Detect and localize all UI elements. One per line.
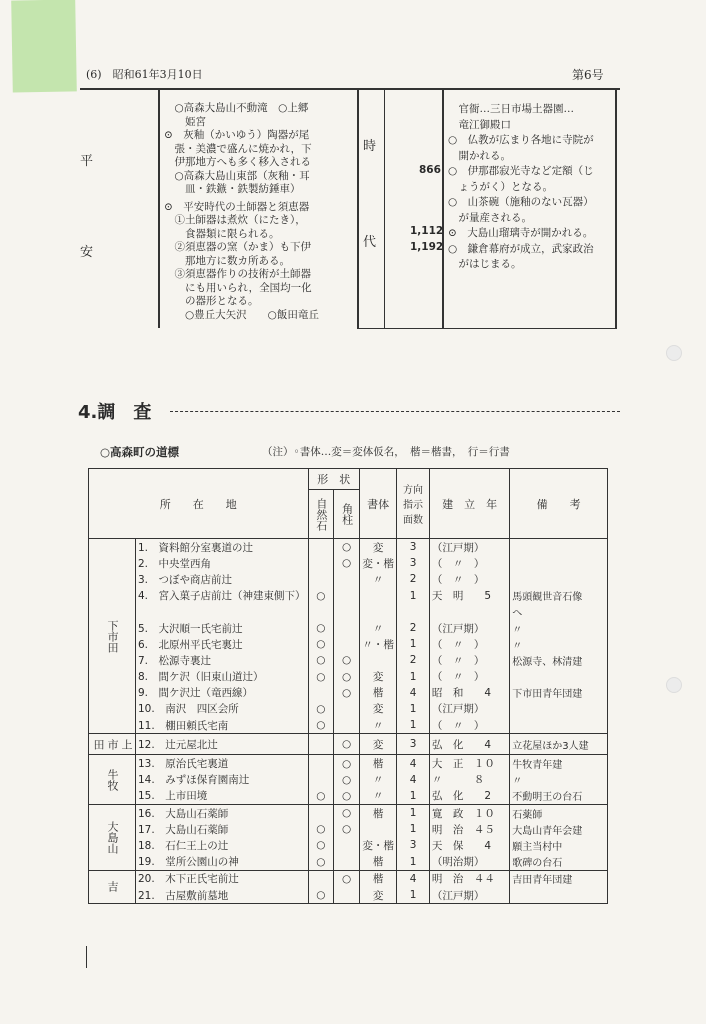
table-row (89, 555, 608, 571)
list-item: ょうがく）となる。 (448, 180, 553, 193)
natural-stone-cell: ○ (308, 588, 334, 604)
sides-cell: 1 (397, 805, 430, 822)
list-item: ⊙ 大島山瑠璃寺が開かれる。 (448, 227, 594, 239)
column-header-year: 建 立 年 (429, 469, 509, 539)
location-cell (136, 604, 309, 620)
binder-hole (666, 677, 682, 693)
natural-stone-cell: ○ (308, 887, 334, 904)
pillar-cell (334, 604, 360, 620)
table-row (89, 734, 608, 755)
pillar-cell: ○ (334, 734, 360, 755)
sides-cell: 3 (397, 734, 430, 755)
script-cell: 楷 (359, 805, 396, 822)
sides-cell: 4 (397, 685, 430, 701)
list-item: 那地方に数カ所ある。 (164, 254, 290, 267)
year-cell: （ 〃 ） (429, 636, 509, 652)
year-cell: （ 〃 ） (429, 652, 509, 668)
table-row (89, 805, 608, 822)
header-date: (6) 昭和61年3月10日 (86, 68, 203, 81)
note-cell: 願主当村中 (510, 837, 608, 853)
column-header-script: 書体 (359, 469, 396, 539)
pillar-cell (334, 887, 360, 904)
table-divider (357, 90, 359, 328)
masking-tape (11, 0, 77, 93)
sides-cell: 1 (397, 887, 430, 904)
pillar-cell (334, 854, 360, 871)
list-item: 張・美濃で盛んに焼かれ，下 (164, 142, 312, 155)
year-cell: 〃 ８ (429, 772, 509, 788)
sides-cell: 1 (397, 636, 430, 652)
era-label: 時 (363, 139, 377, 154)
pillar-cell: ○ (334, 772, 360, 788)
script-cell: 変 (359, 669, 396, 685)
note-cell (510, 539, 608, 556)
table-row (89, 887, 608, 904)
table-row (89, 588, 608, 604)
natural-stone-cell: ○ (308, 669, 334, 685)
pillar-cell (334, 837, 360, 853)
location-cell: 9. 間ケ沢辻（竜西線） (136, 685, 309, 701)
sides-cell (397, 604, 430, 620)
sides-cell: 1 (397, 854, 430, 871)
location-cell: 1. 資料館分室裏道の辻 (136, 539, 309, 556)
list-item: 官衙…三日市場土器園… (448, 103, 574, 115)
list-item: 開かれる。 (448, 149, 511, 162)
column-header-natural-stone: 自然石 (308, 490, 334, 539)
year-cell: 弘 化 4 (429, 734, 509, 755)
header-rule (80, 88, 620, 90)
sides-cell: 1 (397, 717, 430, 734)
pillar-cell: ○ (334, 555, 360, 571)
natural-stone-cell: ○ (308, 717, 334, 734)
sides-cell: 3 (397, 555, 430, 571)
table-row (89, 701, 608, 717)
location-cell: 16. 大島山石薬師 (136, 805, 309, 822)
table-bottom (357, 328, 617, 329)
location-cell: 11. 棚田頼氏宅南 (136, 717, 309, 734)
table-row (89, 571, 608, 587)
table-row (89, 685, 608, 701)
list-item: がはじまる。 (448, 258, 522, 270)
pillar-cell (334, 588, 360, 604)
note-cell: 不動明王の台石 (510, 788, 608, 805)
note-cell: 〃 (510, 636, 608, 652)
table-divider (384, 90, 385, 328)
note-cell: 松源寺、林清建 (510, 652, 608, 668)
script-cell: 楷 (359, 755, 396, 772)
table-row (89, 539, 608, 556)
natural-stone-cell: ○ (308, 620, 334, 636)
script-cell (359, 588, 396, 604)
table-row (89, 717, 608, 734)
note-cell: 石薬師 (510, 805, 608, 822)
table-row (89, 854, 608, 871)
script-cell: 変・楷 (359, 837, 396, 853)
pillar-cell (334, 571, 360, 587)
year-cell: （ 〃 ） (429, 571, 509, 587)
location-cell: 4. 宮入菓子店前辻（神建東側下） (136, 588, 309, 604)
year-cell: （ 〃 ） (429, 717, 509, 734)
location-cell: 7. 松源寺裏辻 (136, 652, 309, 668)
location-cell: 10. 南沢 四区会所 (136, 701, 309, 717)
sides-cell: 4 (397, 870, 430, 887)
note-cell: 下市田青年団建 (510, 685, 608, 701)
natural-stone-cell (308, 772, 334, 788)
column-header-sides: 方向指示面数 (397, 469, 430, 539)
column-header-location: 所 在 地 (89, 469, 309, 539)
natural-stone-cell: ○ (308, 788, 334, 805)
table-divider (442, 90, 444, 328)
year-1192: 1,192 (410, 241, 444, 253)
table-row (89, 821, 608, 837)
script-cell: 楷 (359, 685, 396, 701)
year-866: 866 (419, 164, 441, 176)
list-item: ③須恵器作りの技術が土師器 (164, 268, 311, 280)
script-cell: 変・楷 (359, 555, 396, 571)
script-cell: 楷 (359, 854, 396, 871)
sides-cell: 3 (397, 837, 430, 853)
sides-cell: 2 (397, 571, 430, 587)
table-row (89, 772, 608, 788)
note-cell: 吉田青年団建 (510, 870, 608, 887)
note-cell: 馬頭観世音石像 (510, 588, 608, 604)
list-item: にも用いられ，全国均一化 (164, 281, 312, 294)
note-cell: へ (510, 604, 608, 620)
pillar-cell: ○ (334, 870, 360, 887)
natural-stone-cell: ○ (308, 701, 334, 717)
note-cell (510, 571, 608, 587)
region-label: 下市田 (89, 539, 136, 734)
list-item: ○豊丘大矢沢 ○飯田竜丘 (164, 308, 319, 321)
location-cell: 2. 中央堂西角 (136, 555, 309, 571)
column-header-shape: 形 状 (308, 469, 359, 490)
list-item: 伊那地方へも多く移入される (164, 156, 311, 168)
script-cell: 楷 (359, 870, 396, 887)
script-cell: 変 (359, 734, 396, 755)
list-item: ○ 鎌倉幕府が成立，武家政治 (448, 242, 594, 255)
note-cell (510, 887, 608, 904)
location-cell: 18. 石仁王上の辻 (136, 837, 309, 853)
year-cell: （明治期） (429, 854, 509, 871)
location-cell: 21. 古屋敷前墓地 (136, 887, 309, 904)
list-item: ②須恵器の窯（かま）も下伊 (164, 241, 311, 253)
table-row (89, 652, 608, 668)
list-item: ⊙ 平安時代の土師器と須恵器 (164, 200, 310, 213)
note-cell: 牛牧青年建 (510, 755, 608, 772)
sides-cell: 1 (397, 821, 430, 837)
list-item: ①土師器は煮炊（にたき）， (164, 214, 306, 226)
margin-mark (86, 946, 87, 968)
header-issue: 第6号 (572, 68, 604, 82)
table-note: （注）◦書体…変＝変体仮名， 楷＝楷書， 行＝行書 (262, 446, 510, 458)
table-row (89, 620, 608, 636)
year-cell: （ 〃 ） (429, 669, 509, 685)
year-cell: 明 治 ４４ (429, 870, 509, 887)
sides-cell: 1 (397, 669, 430, 685)
natural-stone-cell: ○ (308, 854, 334, 871)
list-item: ○ 山茶碗（施釉のない瓦器） (448, 196, 594, 208)
pillar-cell (334, 620, 360, 636)
pillar-cell: ○ (334, 821, 360, 837)
location-cell: 14. みずほ保育園南辻 (136, 772, 309, 788)
location-cell: 12. 辻元屋北辻 (136, 734, 309, 755)
script-cell: 変 (359, 701, 396, 717)
region-label: 上市田 (89, 734, 136, 755)
binder-hole (666, 345, 682, 361)
note-cell (510, 701, 608, 717)
location-cell: 19. 堂所公園山の神 (136, 854, 309, 871)
location-cell: 3. つぼや商店前辻 (136, 571, 309, 587)
sides-cell: 2 (397, 652, 430, 668)
note-cell (510, 717, 608, 734)
section-title: 4.調 査 (78, 402, 152, 423)
location-cell: 5. 大沢順一氏宅前辻 (136, 620, 309, 636)
natural-stone-cell (308, 734, 334, 755)
script-cell (359, 821, 396, 837)
pillar-cell: ○ (334, 685, 360, 701)
year-cell: 大 正 １０ (429, 755, 509, 772)
column-header-note: 備 考 (510, 469, 608, 539)
natural-stone-cell (308, 870, 334, 887)
location-cell: 6. 北原州平氏宅裏辻 (136, 636, 309, 652)
pillar-cell: ○ (334, 755, 360, 772)
pillar-cell (334, 636, 360, 652)
period-label: 平 (80, 154, 94, 169)
year-cell: （江戸期） (429, 887, 509, 904)
guidepost-table (88, 468, 608, 904)
table-row (89, 870, 608, 887)
script-cell: 〃 (359, 717, 396, 734)
sides-cell: 1 (397, 588, 430, 604)
list-item: の器形となる。 (164, 295, 259, 307)
list-item: が量産される。 (448, 211, 532, 224)
natural-stone-cell (308, 604, 334, 620)
region-label: 牛牧 (89, 755, 136, 805)
period-label: 安 (80, 245, 94, 260)
year-cell: 弘 化 2 (429, 788, 509, 805)
location-cell: 17. 大島山石薬師 (136, 821, 309, 837)
heian-left-column (164, 102, 319, 322)
list-item: ○ 伊那郡寂光寺など定額（じ (448, 165, 594, 177)
note-cell (510, 555, 608, 571)
natural-stone-cell: ○ (308, 821, 334, 837)
pillar-cell (334, 717, 360, 734)
list-item: ○ 仏教が広まり各地に寺院が (448, 134, 594, 146)
location-cell: 20. 木下正氏宅前辻 (136, 870, 309, 887)
sides-cell: 1 (397, 788, 430, 805)
natural-stone-cell (308, 555, 334, 571)
table-row (89, 669, 608, 685)
column-header-pillar: 角柱 (334, 490, 360, 539)
natural-stone-cell (308, 755, 334, 772)
list-item: ○高森大島山不動滝 ○上郷 (164, 102, 309, 114)
script-cell: 〃 (359, 571, 396, 587)
script-cell (359, 604, 396, 620)
table-row (89, 604, 608, 620)
table-row (89, 788, 608, 805)
table-body (89, 539, 608, 904)
sides-cell: 1 (397, 701, 430, 717)
era-label: 代 (363, 235, 377, 250)
table-row (89, 837, 608, 853)
year-cell: （江戸期） (429, 539, 509, 556)
sides-cell: 4 (397, 755, 430, 772)
natural-stone-cell: ○ (308, 837, 334, 853)
year-cell: （江戸期） (429, 701, 509, 717)
script-cell: 変 (359, 539, 396, 556)
year-1112: 1,112 (410, 225, 444, 237)
sides-cell: 3 (397, 539, 430, 556)
natural-stone-cell (308, 805, 334, 822)
location-cell: 15. 上市田境 (136, 788, 309, 805)
year-cell: 天 明 5 (429, 588, 509, 604)
year-cell: （江戸期） (429, 620, 509, 636)
natural-stone-cell: ○ (308, 652, 334, 668)
script-cell: 〃 (359, 772, 396, 788)
table-row (89, 755, 608, 772)
natural-stone-cell (308, 539, 334, 556)
list-item: 皿・鉄鏃・鉄製紡錘車） (164, 183, 301, 195)
pillar-cell: ○ (334, 788, 360, 805)
region-label: 吉 (89, 870, 136, 903)
note-cell: 立花屋ほか3人建 (510, 734, 608, 755)
note-cell: 歌碑の台石 (510, 854, 608, 871)
sides-cell: 2 (397, 620, 430, 636)
list-item: ○高森大島山東部（灰釉・耳 (164, 169, 310, 182)
pillar-cell: ○ (334, 805, 360, 822)
pillar-cell: ○ (334, 669, 360, 685)
script-cell: 〃・楷 (359, 636, 396, 652)
pillar-cell: ○ (334, 652, 360, 668)
year-cell: （ 〃 ） (429, 555, 509, 571)
table-divider (158, 90, 160, 328)
script-cell (359, 652, 396, 668)
list-item: ⊙ 灰釉（かいゆう）陶器が尾 (164, 129, 310, 141)
pillar-cell: ○ (334, 539, 360, 556)
note-cell (510, 669, 608, 685)
list-item: 食器類に限られる。 (164, 227, 280, 240)
year-cell: 寛 政 １０ (429, 805, 509, 822)
sides-cell: 4 (397, 772, 430, 788)
note-cell: 〃 (510, 620, 608, 636)
table-divider (615, 90, 617, 328)
year-cell: 明 治 ４５ (429, 821, 509, 837)
note-cell: 大島山青年会建 (510, 821, 608, 837)
natural-stone-cell (308, 685, 334, 701)
pillar-cell (334, 701, 360, 717)
heian-right-column (448, 102, 594, 273)
natural-stone-cell (308, 571, 334, 587)
section-rule (170, 411, 620, 412)
script-cell: 〃 (359, 788, 396, 805)
natural-stone-cell: ○ (308, 636, 334, 652)
script-cell: 変 (359, 887, 396, 904)
region-label: 大島山 (89, 805, 136, 871)
list-item: 竜江御殿口 (448, 118, 511, 131)
location-cell: 8. 間ケ沢（旧東山道辻） (136, 669, 309, 685)
table-row (89, 636, 608, 652)
year-cell (429, 604, 509, 620)
script-cell: 〃 (359, 620, 396, 636)
year-cell: 天 保 4 (429, 837, 509, 853)
list-item: 姫宮 (164, 115, 206, 128)
location-cell: 13. 原治氏宅裏道 (136, 755, 309, 772)
year-cell: 昭 和 4 (429, 685, 509, 701)
table-subtitle: ○高森町の道標 (100, 445, 180, 459)
note-cell: 〃 (510, 772, 608, 788)
